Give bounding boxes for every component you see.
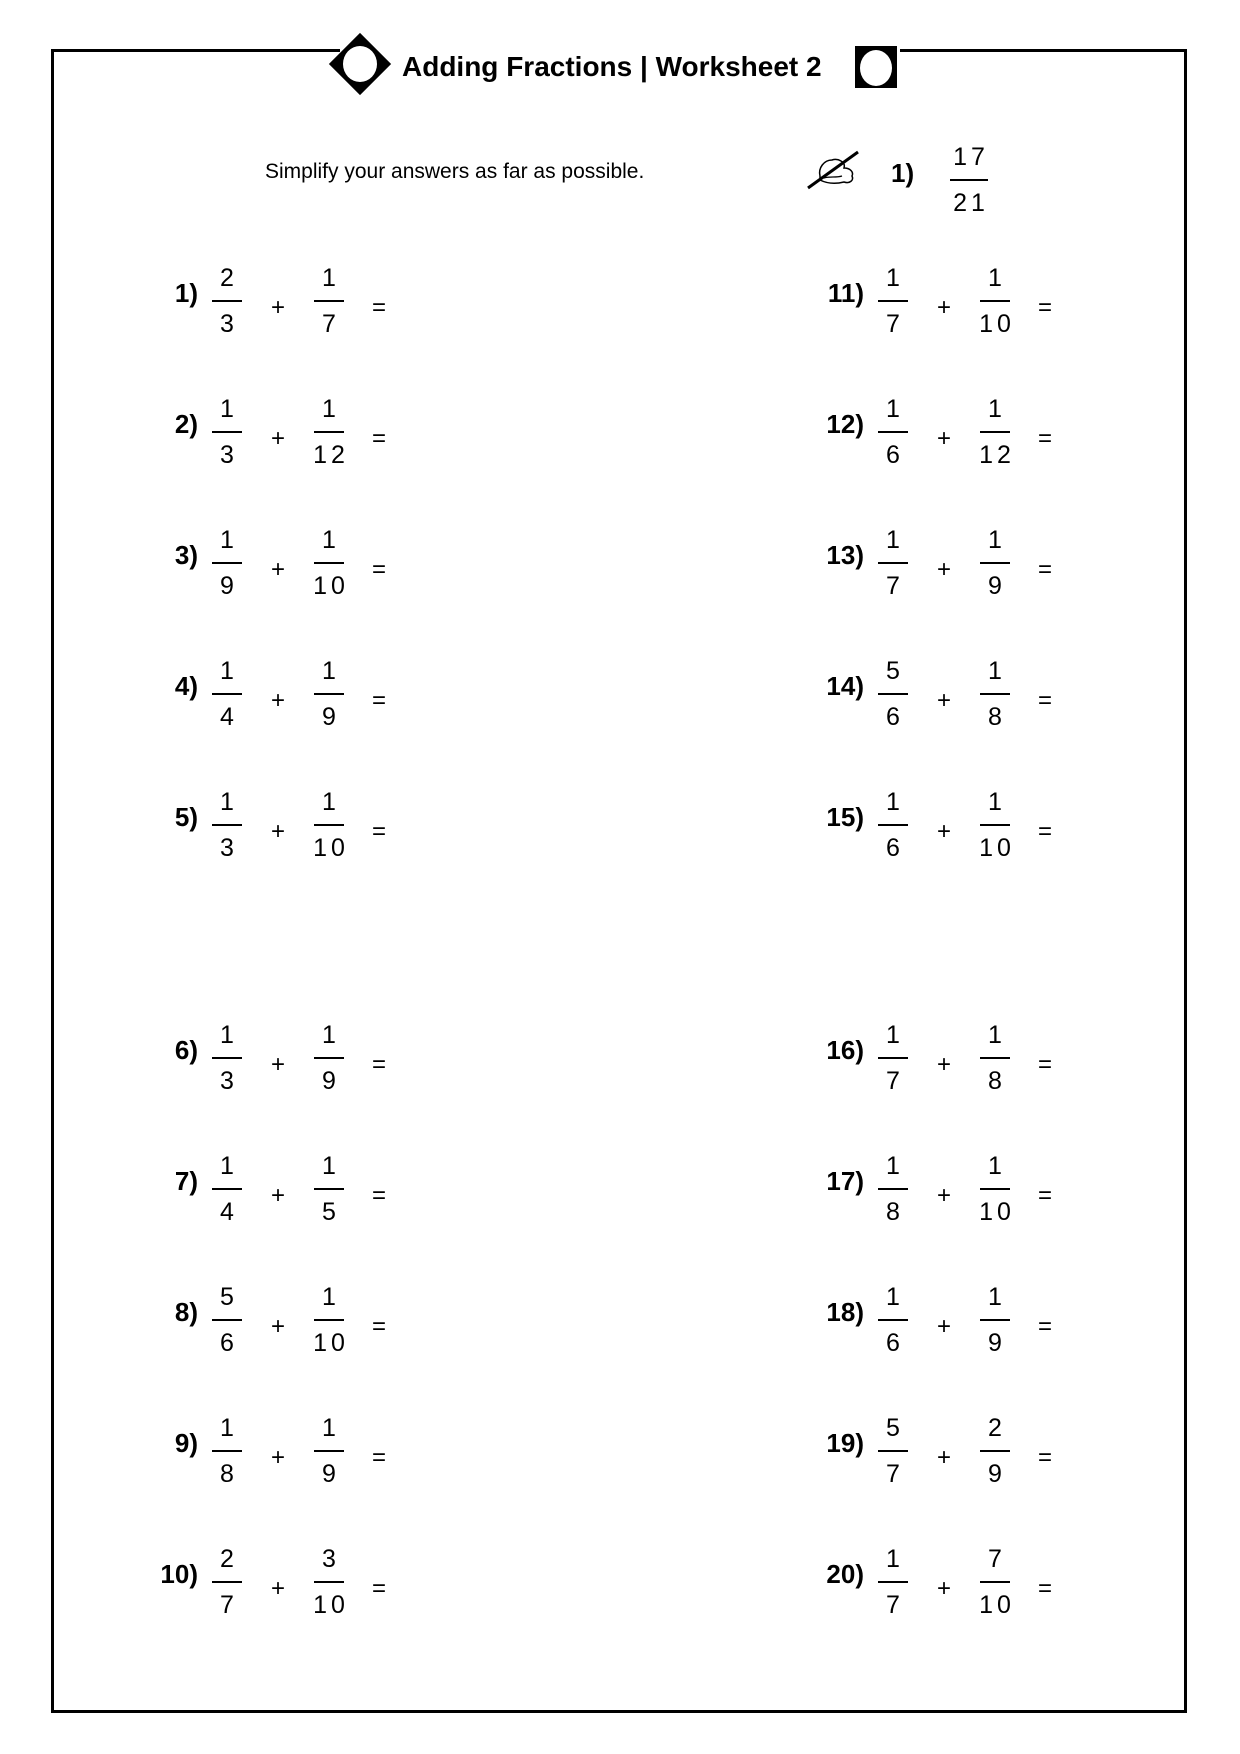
denominator: 3 [220,834,238,862]
equals-sign: = [1038,294,1053,321]
denominator: 10 [313,1329,349,1357]
plus-sign: + [937,425,952,452]
first-fraction [212,266,242,337]
denominator: 7 [886,310,904,338]
numerator: 3 [322,1545,340,1573]
equals-sign: = [372,1182,387,1209]
problem-number: 3) [174,540,198,570]
first-fraction [212,1154,242,1225]
first-fraction [212,528,242,599]
numerator: 7 [988,1545,1006,1573]
denominator: 7 [322,310,340,338]
plus-sign: + [937,1313,952,1340]
numerator: 1 [322,1152,340,1180]
numerator: 1 [220,1152,238,1180]
first-fraction [878,1285,908,1356]
denominator: 10 [313,834,349,862]
denominator: 9 [322,1067,340,1095]
denominator: 6 [886,441,904,469]
second-fraction [979,788,1015,862]
numerator: 1 [988,1021,1006,1049]
numerator: 1 [220,395,238,423]
problem-12 [826,395,1240,487]
denominator: 4 [220,703,238,731]
numerator: 1 [886,788,904,816]
plus-sign: + [937,818,952,845]
equals-sign: = [1038,818,1053,845]
numerator: 1 [886,1283,904,1311]
problem-number: 7) [174,1166,198,1196]
second-fraction [314,659,344,730]
plus-sign: + [271,1182,286,1209]
numerator: 1 [988,1283,1006,1311]
equals-sign: = [372,1444,387,1471]
denominator: 6 [220,1329,238,1357]
numerator: 1 [322,395,340,423]
worksheet-header [0,18,1240,84]
second-fraction [980,659,1010,730]
denominator: 3 [220,310,238,338]
problem-number: 6) [174,1035,198,1065]
problem-6 [174,1021,612,1113]
equals-sign: = [372,556,387,583]
problem-number: 2) [174,409,198,439]
plus-sign: + [937,687,952,714]
denominator: 12 [313,441,349,469]
second-fraction [979,1152,1015,1226]
equals-sign: = [1038,1182,1053,1209]
problem-number: 16) [826,1035,864,1065]
equals-sign: = [372,1313,387,1340]
numerator: 1 [988,788,1006,816]
second-fraction [980,1285,1010,1356]
denominator: 10 [313,572,349,600]
example-answer-fraction [950,145,988,216]
denominator: 10 [313,1591,349,1619]
first-fraction [212,1023,242,1094]
problem-number: 13) [826,540,864,570]
problem-number: 4) [174,671,198,701]
plus-sign: + [271,1051,286,1078]
denominator: 7 [886,1067,904,1095]
plus-sign: + [937,1182,952,1209]
denominator: 7 [220,1591,238,1619]
denominator: 7 [886,1591,904,1619]
problem-13 [826,526,1240,618]
problem-number: 14) [826,671,864,701]
problem-5 [174,788,612,880]
first-fraction [212,1416,242,1487]
denominator: 9 [988,1460,1006,1488]
problem-number: 8) [174,1297,198,1327]
first-fraction [878,266,908,337]
numerator: 1 [322,1283,340,1311]
plus-sign: + [271,1313,286,1340]
problem-number: 15) [826,802,864,832]
denominator: 5 [322,1198,340,1226]
denominator: 10 [979,310,1015,338]
numerator: 2 [220,1545,238,1573]
problem-number: 1) [174,278,198,308]
second-fraction [980,528,1010,599]
second-fraction [314,266,344,337]
equals-sign: = [372,294,387,321]
plus-sign: + [271,556,286,583]
first-fraction [212,397,242,468]
denominator: 3 [220,1067,238,1095]
denominator: 3 [220,441,238,469]
example-label: 1) [891,158,915,188]
problem-15 [826,788,1240,880]
second-fraction [980,1023,1010,1094]
equals-sign: = [1038,1575,1053,1602]
problem-9 [174,1414,612,1506]
denominator: 12 [979,441,1015,469]
second-fraction [313,788,349,862]
denominator: 8 [988,703,1006,731]
first-fraction [878,528,908,599]
plus-sign: + [937,1051,952,1078]
numerator: 17 [953,143,989,171]
numerator: 1 [886,395,904,423]
numerator: 1 [886,1545,904,1573]
second-fraction [314,1154,344,1225]
numerator: 1 [322,1414,340,1442]
numerator: 1 [886,526,904,554]
numerator: 5 [886,657,904,685]
problem-number: 20) [826,1559,864,1589]
denominator: 8 [886,1198,904,1226]
numerator: 1 [886,1152,904,1180]
first-fraction [212,659,242,730]
equals-sign: = [1038,1051,1053,1078]
numerator: 2 [220,264,238,292]
plus-sign: + [271,818,286,845]
numerator: 1 [322,264,340,292]
equals-sign: = [372,687,387,714]
denominator: 9 [988,1329,1006,1357]
numerator: 1 [322,1021,340,1049]
problem-7 [174,1152,612,1244]
equals-sign: = [1038,687,1053,714]
problem-number: 17) [826,1166,864,1196]
second-fraction [313,526,349,600]
plus-sign: + [937,1444,952,1471]
numerator: 1 [988,264,1006,292]
problem-18 [826,1283,1240,1375]
second-fraction [313,395,349,469]
denominator: 6 [886,834,904,862]
first-fraction [878,659,908,730]
equals-sign: = [1038,425,1053,452]
second-fraction [979,264,1015,338]
first-fraction [878,790,908,861]
plus-sign: + [271,425,286,452]
numerator: 1 [988,657,1006,685]
problem-number: 19) [826,1428,864,1458]
numerator: 1 [886,264,904,292]
problem-11 [827,264,1240,356]
problem-number: 12) [826,409,864,439]
plus-sign: + [937,556,952,583]
first-fraction [212,1285,242,1356]
first-fraction [878,1023,908,1094]
worksheet-title: Adding Fractions | Worksheet 2 [402,51,822,82]
problem-4 [174,657,612,749]
denominator: 7 [886,1460,904,1488]
first-fraction [878,397,908,468]
equals-sign: = [372,425,387,452]
problem-number: 18) [826,1297,864,1327]
problem-number: 9) [174,1428,198,1458]
plus-sign: + [271,1575,286,1602]
pencil-hand-icon [806,148,866,190]
instructions: Simplify your answers as far as possible. [265,160,645,183]
numerator: 1 [988,526,1006,554]
numerator: 1 [322,657,340,685]
second-fraction [979,1545,1015,1619]
denominator: 8 [988,1067,1006,1095]
problem-number: 11) [827,278,864,308]
numerator: 1 [322,526,340,554]
problem-number: 10) [160,1559,198,1589]
equals-sign: = [1038,556,1053,583]
denominator: 9 [322,703,340,731]
plus-sign: + [937,294,952,321]
numerator: 1 [220,526,238,554]
numerator: 1 [220,1021,238,1049]
denominator: 9 [220,572,238,600]
numerator: 1 [220,657,238,685]
numerator: 1 [886,1021,904,1049]
numerator: 5 [886,1414,904,1442]
equals-sign: = [1038,1444,1053,1471]
numerator: 2 [988,1414,1006,1442]
denominator: 7 [886,572,904,600]
numerator: 5 [220,1283,238,1311]
numerator: 1 [988,1152,1006,1180]
second-fraction [313,1283,349,1357]
problem-14 [826,657,1240,749]
problem-2 [174,395,612,487]
equals-sign: = [372,818,387,845]
numerator: 1 [220,788,238,816]
first-fraction [878,1547,908,1618]
equals-sign: = [372,1051,387,1078]
equals-sign: = [372,1575,387,1602]
plus-sign: + [937,1575,952,1602]
first-fraction [878,1416,908,1487]
denominator: 4 [220,1198,238,1226]
first-fraction [212,1547,242,1618]
denominator: 10 [979,1591,1015,1619]
plus-sign: + [271,294,286,321]
problem-19 [826,1414,1240,1506]
second-fraction [314,1023,344,1094]
denominator: 6 [886,703,904,731]
denominator: 21 [953,189,989,217]
denominator: 9 [322,1460,340,1488]
plus-sign: + [271,1444,286,1471]
plus-sign: + [271,687,286,714]
problem-10 [160,1545,612,1637]
first-fraction [212,790,242,861]
problem-16 [826,1021,1240,1113]
denominator: 6 [886,1329,904,1357]
numerator: 1 [322,788,340,816]
problem-17 [826,1152,1240,1244]
problem-number: 5) [174,802,198,832]
first-fraction [878,1154,908,1225]
problem-1 [174,264,612,356]
second-fraction [314,1416,344,1487]
denominator: 10 [979,834,1015,862]
second-fraction [979,395,1015,469]
numerator: 1 [988,395,1006,423]
numerator: 1 [220,1414,238,1442]
second-fraction [980,1416,1010,1487]
problem-20 [826,1545,1240,1637]
denominator: 8 [220,1460,238,1488]
second-fraction [313,1545,349,1619]
problem-3 [174,526,612,618]
equals-sign: = [1038,1313,1053,1340]
denominator: 9 [988,572,1006,600]
problem-8 [174,1283,612,1375]
denominator: 10 [979,1198,1015,1226]
